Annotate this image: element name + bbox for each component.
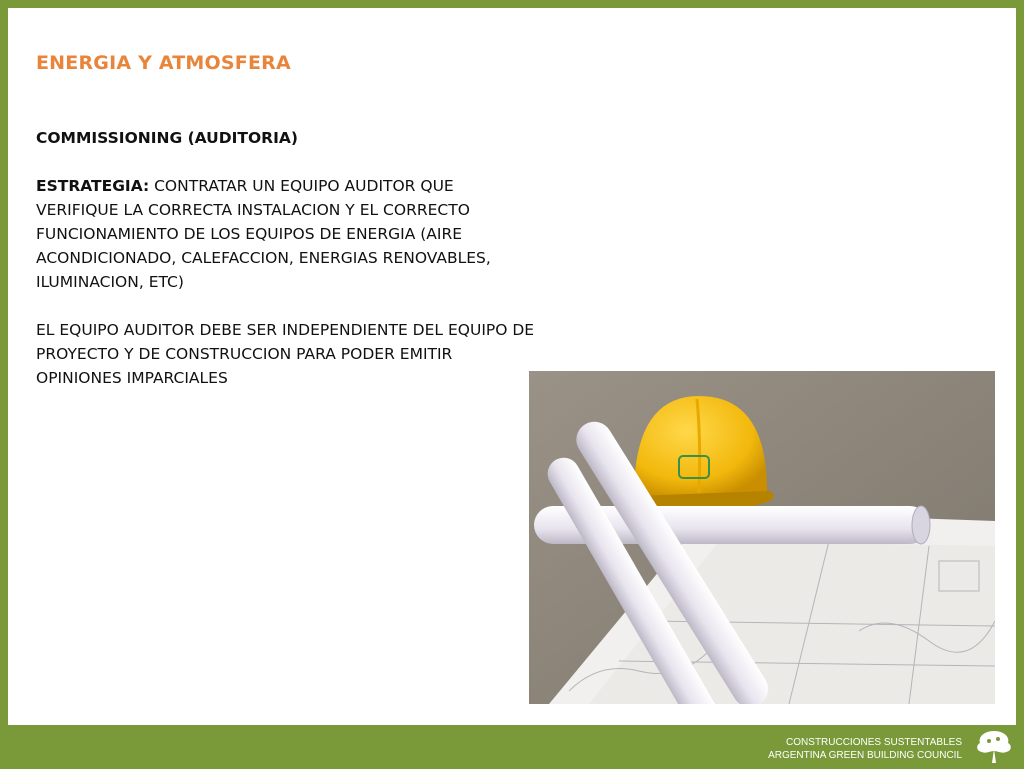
footer-line-2: ARGENTINA GREEN BUILDING COUNCIL [768,750,962,761]
tree-logo-icon [972,727,1016,765]
subtitle: COMMISSIONING (AUDITORIA) [36,129,298,147]
strategy-paragraph [36,174,536,294]
independence-paragraph: EL EQUIPO AUDITOR DEBE SER INDEPENDIENTE DEL EQUIPO DE PROYECTO Y DE CONSTRUCCION PARA PODER EMITIR OPINIONES IMPARCIALES [36,321,535,387]
strategy-text: CONTRATAR UN EQUIPO AUDITOR QUE VERIFIQUE LA CORRECTA INSTALACION Y EL CORRECTO FUNCIONAMIENTO DE LOS EQUIPOS DE ENERGIA (AIRE ACONDICIONADO, CALEFACCION, ENERGIAS RENOVABLES, ILUMINACION, ETC) [36,177,491,291]
strategy-label: ESTRATEGIA: [36,177,150,195]
footer-line-1: CONSTRUCCIONES SUSTENTABLES [786,737,962,748]
footer [0,725,1024,768]
slide-title: ENERGIA Y ATMOSFERA [36,52,291,74]
slide-body [36,126,536,414]
hardhat-blueprints-photo [529,371,995,704]
slide [8,8,1016,725]
footer-text [768,736,962,762]
